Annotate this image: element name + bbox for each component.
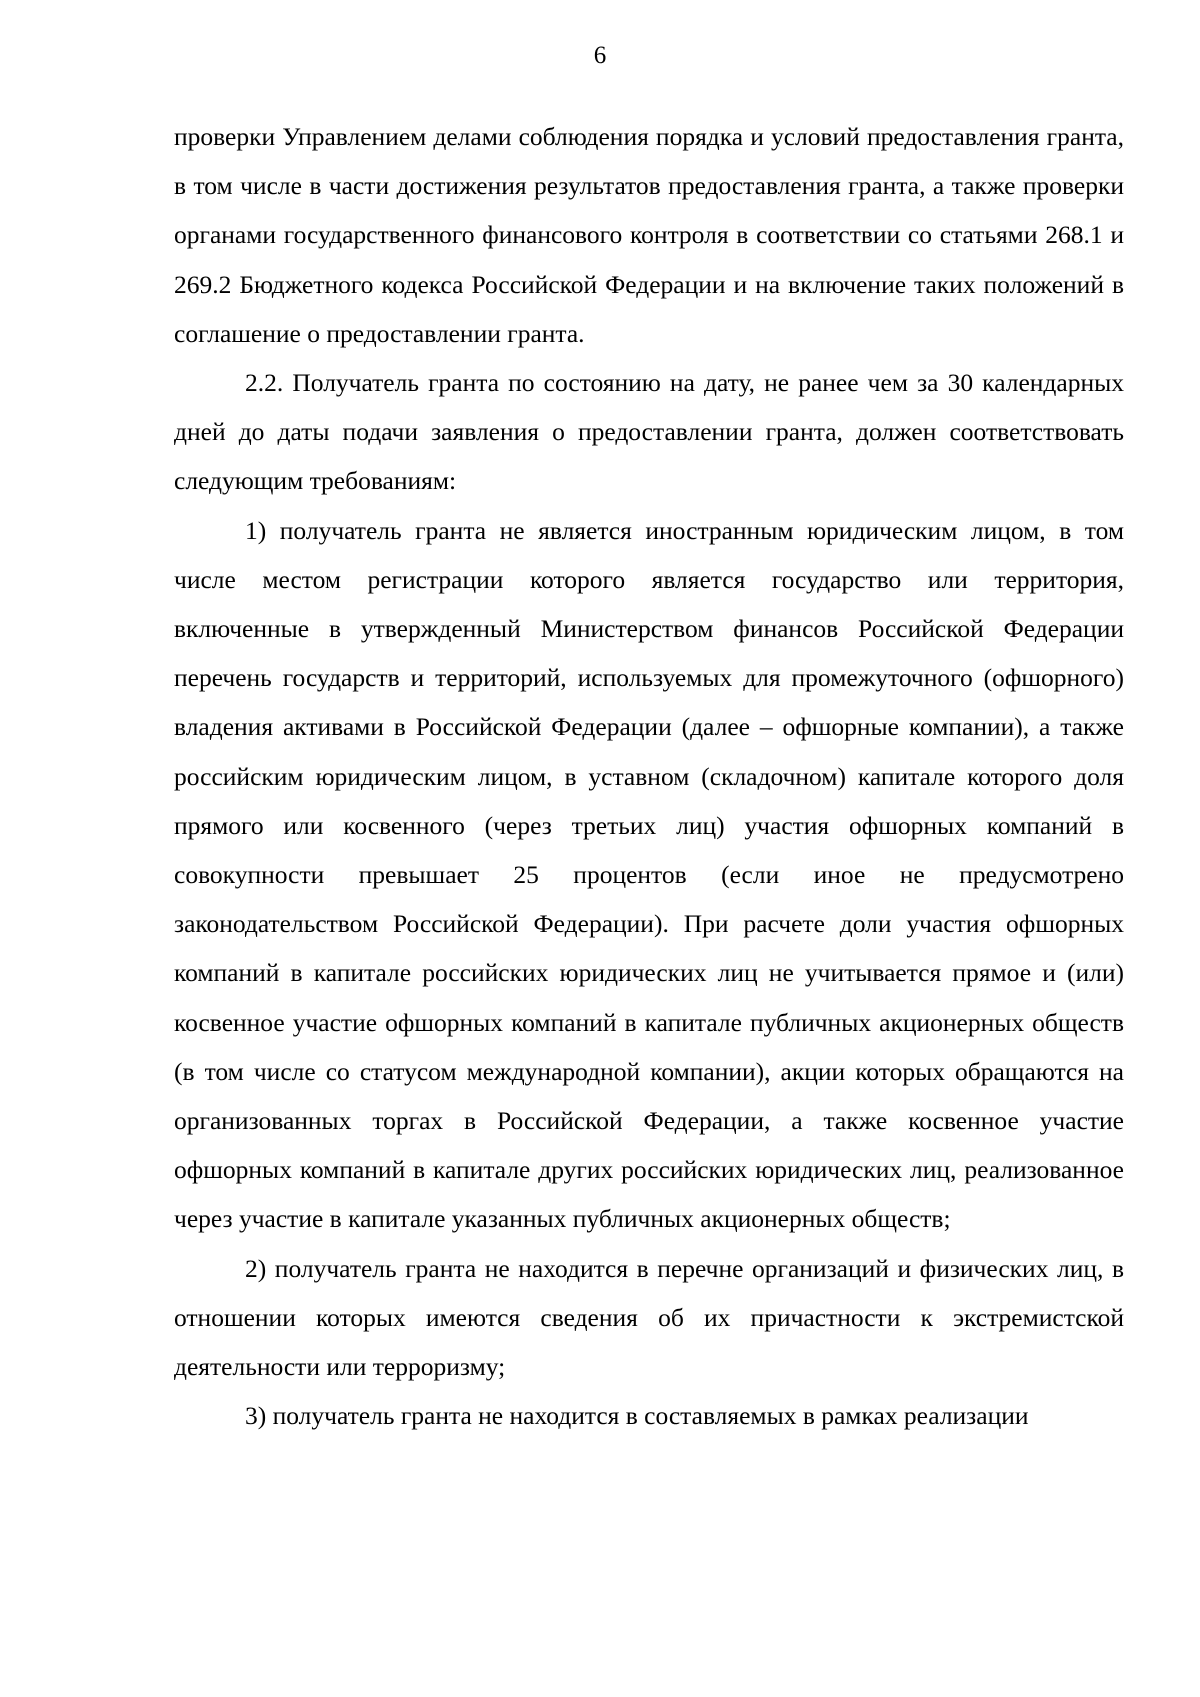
paragraph-grant-audit-continuation: проверки Управлением делами соблюдения порядка и условий предоставления гранта, в том числе в части достижения результатов предоставления гранта, а также проверки органами государственного финансового контроля в соответствии со статьями 268.1 и 269.2 Бюджетного кодекса Российской Федерации и на включение таких положений в соглашение о предоставлении гранта. — [174, 122, 1124, 348]
paragraph-requirement-3-partial: 3) получатель гранта не находится в составляемых в рамках реализации — [245, 1401, 1029, 1431]
paragraph-2-2-requirements: 2.2. Получатель гранта по состоянию на дату, не ранее чем за 30 календарных дней до даты подачи заявления о предоставлении гранта, должен соответствовать следующим требованиям: — [174, 368, 1124, 496]
page-number: 6 — [593, 42, 607, 69]
document-body — [174, 112, 1124, 1440]
paragraph-requirement-1-offshore: 1) получатель гранта не является иностранным юридическим лицом, в том числе местом регистрации которого является государство или территория, включенные в утвержденный Министерством финансов Российской Федерации перечень государств и территорий, используемых для промежуточного (офшорного) владения активами в Российской Федерации (далее – офшорные компании), а также российским юридическим лицом, в уставном (складочном) капитале которого доля прямого или косвенного (через третьих лиц) участия офшорных компаний в совокупности превышает 25 процентов (если иное не предусмотрено законодательством Российской Федерации). При расчете доли участия офшорных компаний в капитале российских юридических лиц не учитывается прямое и (или) косвенное участие офшорных компаний в капитале публичных акционерных обществ (в том числе со статусом международной компании), акции которых обращаются на организованных торгах в Российской Федерации, а также косвенное участие офшорных компаний в капитале других российских юридических лиц, реализованное через участие в капитале указанных публичных акционерных обществ; — [174, 515, 1124, 1234]
paragraph-requirement-2-extremism: 2) получатель гранта не находится в перечне организаций и физических лиц, в отношении которых имеются сведения об их причастности к экстремистской деятельности или терроризму; — [174, 1253, 1124, 1382]
